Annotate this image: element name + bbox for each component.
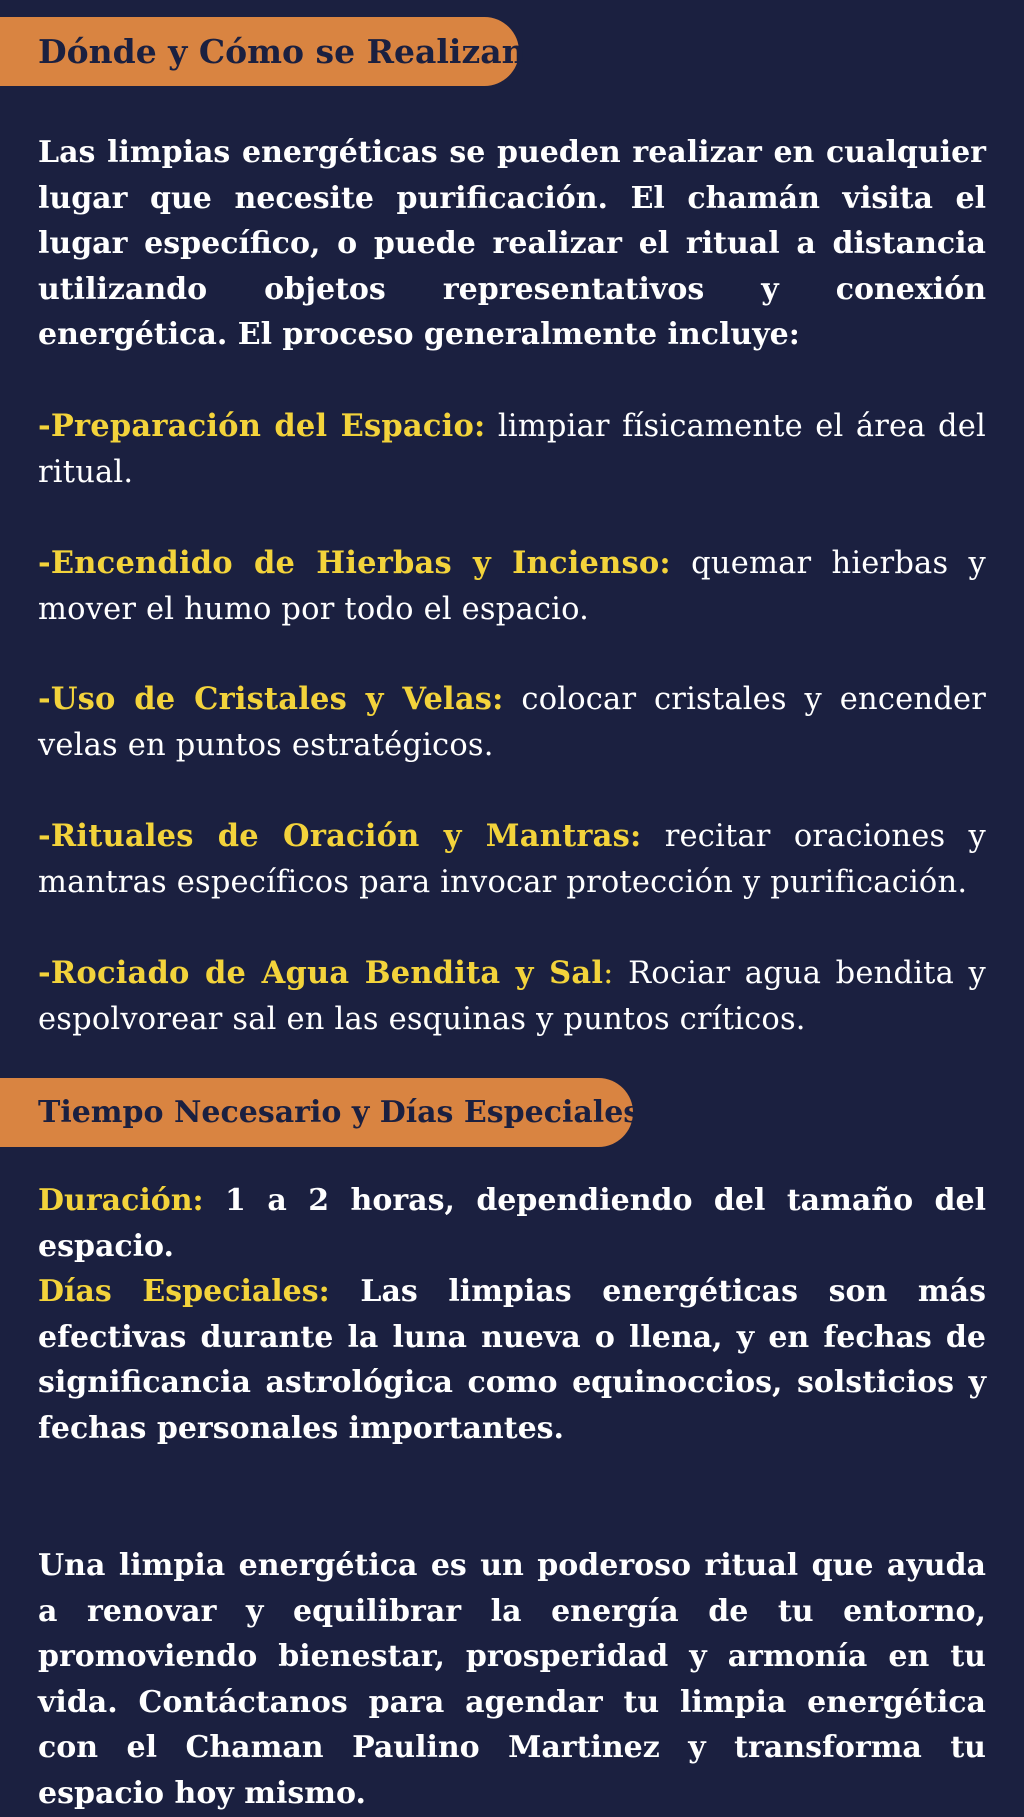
step-label: -Preparación del Espacio: — [38, 408, 486, 444]
step-item — [38, 404, 986, 495]
duration-text: 1 a 2 horas, dependiendo del tamaño del espacio. — [38, 1183, 986, 1264]
step-item — [38, 951, 986, 1042]
intro-paragraph: Las limpias energéticas se pueden realizar en cualquier lugar que necesite purificación. El chamán visita el lugar específico, o puede realizar el ritual a distancia utilizando objetos representativos y conexión energética. El proceso generalmente incluye: — [38, 135, 986, 353]
section-header-where-how — [0, 17, 526, 86]
step-text: colocar cristales y encender velas en puntos estratégicos. — [38, 682, 986, 763]
duration-label: Duración: — [38, 1183, 204, 1218]
step-text: quemar hierbas y mover el humo por todo el espacio. — [38, 546, 986, 627]
step-item — [38, 541, 986, 632]
special-days-text: Las limpias energéticas son más efectivas durante la luna nueva o llena, y en fechas de significancia astrológica como equinoccios, solsticios y fechas personales importantes. — [38, 1274, 986, 1446]
section-header-time-days — [0, 1078, 641, 1147]
closing-paragraph: Una limpia energética es un poderoso ritual que ayuda a renovar y equilibrar la energía de tu entorno, promoviendo bienestar, prosperidad y armonía en tu vida. Contáctanos para agendar tu limpia energética con el Chaman Paulino Martinez y transforma tu espacio hoy mismo. — [38, 1548, 986, 1811]
section-title: Tiempo Necesario y Días Especiales — [38, 1095, 641, 1130]
section-title: Dónde y Cómo se Realizan — [38, 32, 526, 71]
step-text: Rociar agua bendita y espolvorear sal en las esquinas y puntos críticos. — [38, 956, 986, 1037]
step-label: -Encendido de Hierbas y Incienso: — [38, 545, 671, 581]
step-label: -Rociado de Agua Bendita y Sal — [38, 955, 604, 991]
step-label-colon: : — [603, 956, 614, 991]
step-label: -Uso de Cristales y Velas: — [38, 681, 504, 717]
step-label: -Rituales de Oración y Mantras: — [38, 818, 642, 854]
duration-paragraph — [38, 1178, 986, 1269]
step-text: limpiar físicamente el área del ritual. — [38, 409, 986, 490]
special-days-label: Días Especiales: — [38, 1274, 330, 1309]
step-text: recitar oraciones y mantras específicos para invocar protección y purificación. — [38, 819, 986, 900]
step-item — [38, 677, 986, 768]
special-days-paragraph — [38, 1269, 986, 1451]
step-item — [38, 814, 986, 905]
